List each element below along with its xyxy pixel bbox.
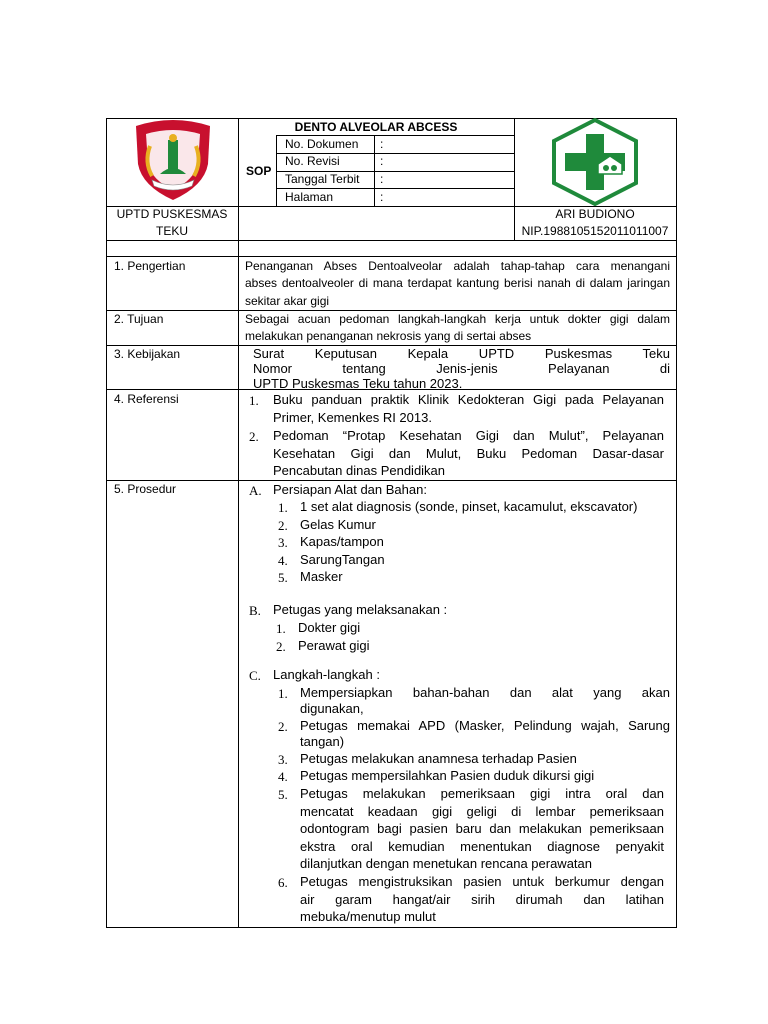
pengertian-line: Penanganan Abses Dentoalveolar adalah tahap-tahap cara menangani [245,259,670,273]
table-border [106,480,677,481]
tujuan-line: Sebagai acuan pedoman langkah-langkah kerja untuk dokter gigi dalam [245,312,670,326]
org-name-line1: UPTD PUSKESMAS [116,207,228,221]
list-number: 2. [278,518,288,533]
list-number: 2. [276,639,286,654]
referensi-line: Primer, Kemenkes RI 2013. [273,410,432,425]
list-item-line: Petugas mengistruksikan pasien untuk berkumur dengan [300,874,664,889]
list-item-line: tangan) [300,734,345,749]
list-item-line: Mempersiapkan bahan-bahan dan alat yang akan [300,685,670,700]
list-item: Masker [300,569,343,584]
list-number: 4. [278,769,288,784]
list-item: Kapas/tampon [300,534,384,549]
kebijakan-line: UPTD Puskesmas Teku tahun 2023. [253,376,463,391]
list-item: SarungTangan [300,552,385,567]
kebijakan-line: Nomor tentang Jenis-jenis Pelayanan di [253,361,670,376]
field-label-tanggal-terbit: Tanggal Terbit [285,172,360,186]
field-value-no-dokumen: : [380,137,384,151]
tujuan-line: melakukan penanganan nekrosis yang di sertai abses [245,329,532,343]
list-item-line: dilanjutkan dengan menetukan rencana perawatan [300,856,592,871]
regional-emblem-logo [130,118,216,202]
list-item: Perawat gigi [298,638,370,653]
list-item-line: Petugas mempersilahkan Pasien duduk dikursi gigi [300,768,595,783]
referensi-line: Buku panduan praktik Klinik Kedokteran Gigi pada Pelayanan [273,392,664,407]
list-number: 3. [278,535,288,550]
list-item-line: air garam hangat/air sirih dirumah dan latihan [300,892,664,907]
list-item-line: mencatat keadaan gigi geligi di lembar pemeriksaan [300,804,664,819]
list-item-line: mebuka/menutup mulut [300,909,436,924]
prosedur-c-letter: C. [249,668,261,683]
table-border [106,927,677,928]
document-title: DENTO ALVEOLAR ABCESS [294,120,458,134]
table-border [276,188,514,189]
prosedur-b-title: Petugas yang melaksanakan : [273,602,448,617]
field-label-no-dokumen: No. Dokumen [285,137,359,151]
list-item: 1 set alat diagnosis (sonde, pinset, kacamulut, ekscavator) [300,499,638,514]
sop-document [106,118,677,928]
field-label-no-revisi: No. Revisi [285,154,340,168]
sop-label: SOP [246,164,272,178]
referensi-line: Pedoman “Protap Kesehatan Gigi dan Mulut”, Pelayanan [273,428,664,443]
section-label-prosedur: 5. Prosedur [114,482,177,496]
list-number: 1. [278,686,288,701]
list-number: 4. [278,553,288,568]
list-number: 5. [278,787,288,802]
referensi-line: Kesehatan Gigi dan Mulut, Buku Pedoman Dasar-dasar [273,446,664,461]
pengertian-line: abses dentoalveoler di mana terdapat kantung berisi nanah di dalam jaringan [245,276,670,290]
list-item: Dokter gigi [298,620,361,635]
referensi-number: 1. [249,393,259,408]
prosedur-c-title: Langkah-langkah : [273,667,380,682]
puskesmas-logo [548,118,642,206]
signer-name: ARI BUDIONO [555,207,635,221]
section-label-pengertian: 1. Pengertian [114,259,186,273]
list-number: 1. [276,621,286,636]
field-label-halaman: Halaman [285,190,334,204]
signer-nip: NIP.198810515201101100​7 [521,224,669,238]
list-item-line: digunakan, [300,701,364,716]
referensi-number: 2. [249,429,259,444]
table-border [106,256,677,257]
field-value-no-revisi: : [380,154,384,168]
kebijakan-line: Surat Keputusan Kepala UPTD Puskesmas Teku [253,346,670,361]
field-value-halaman: : [380,190,384,204]
section-label-kebijakan: 3. Kebijakan [114,347,181,361]
list-item-line: odontogram bagi pasien baru dan melakukan pemeriksaan [300,821,664,836]
section-label-referensi: 4. Referensi [114,392,179,406]
list-number: 3. [278,752,288,767]
list-item-line: Petugas memakai APD (Masker, Pelindung wajah, Sarung [300,718,670,733]
list-number: 2. [278,719,288,734]
pengertian-line: sekitar akar gigi [245,294,330,308]
list-number: 1. [278,500,288,515]
referensi-line: Pencabutan dinas Pendidikan [273,463,446,478]
prosedur-a-title: Persiapan Alat dan Bahan: [273,482,427,497]
list-item-line: Petugas melakukan anamnesa terhadap Pasien [300,751,577,766]
prosedur-b-letter: B. [249,603,261,618]
list-number: 6. [278,875,288,890]
table-border [514,118,515,240]
prosedur-a-letter: A. [249,483,262,498]
list-item: Gelas Kumur [300,517,376,532]
table-border [106,310,677,311]
section-label-tujuan: 2. Tujuan [114,312,164,326]
field-value-tanggal-terbit: : [380,172,384,186]
org-name-line2: TEKU [155,224,188,238]
list-number: 5. [278,570,288,585]
table-border [106,240,677,241]
list-item-line: ekstra oral kemudian menentukan diagnose penyakit [300,839,664,854]
table-border [276,135,514,136]
list-item-line: Petugas melakukan pemeriksaan gigi intra oral dan [300,786,664,801]
